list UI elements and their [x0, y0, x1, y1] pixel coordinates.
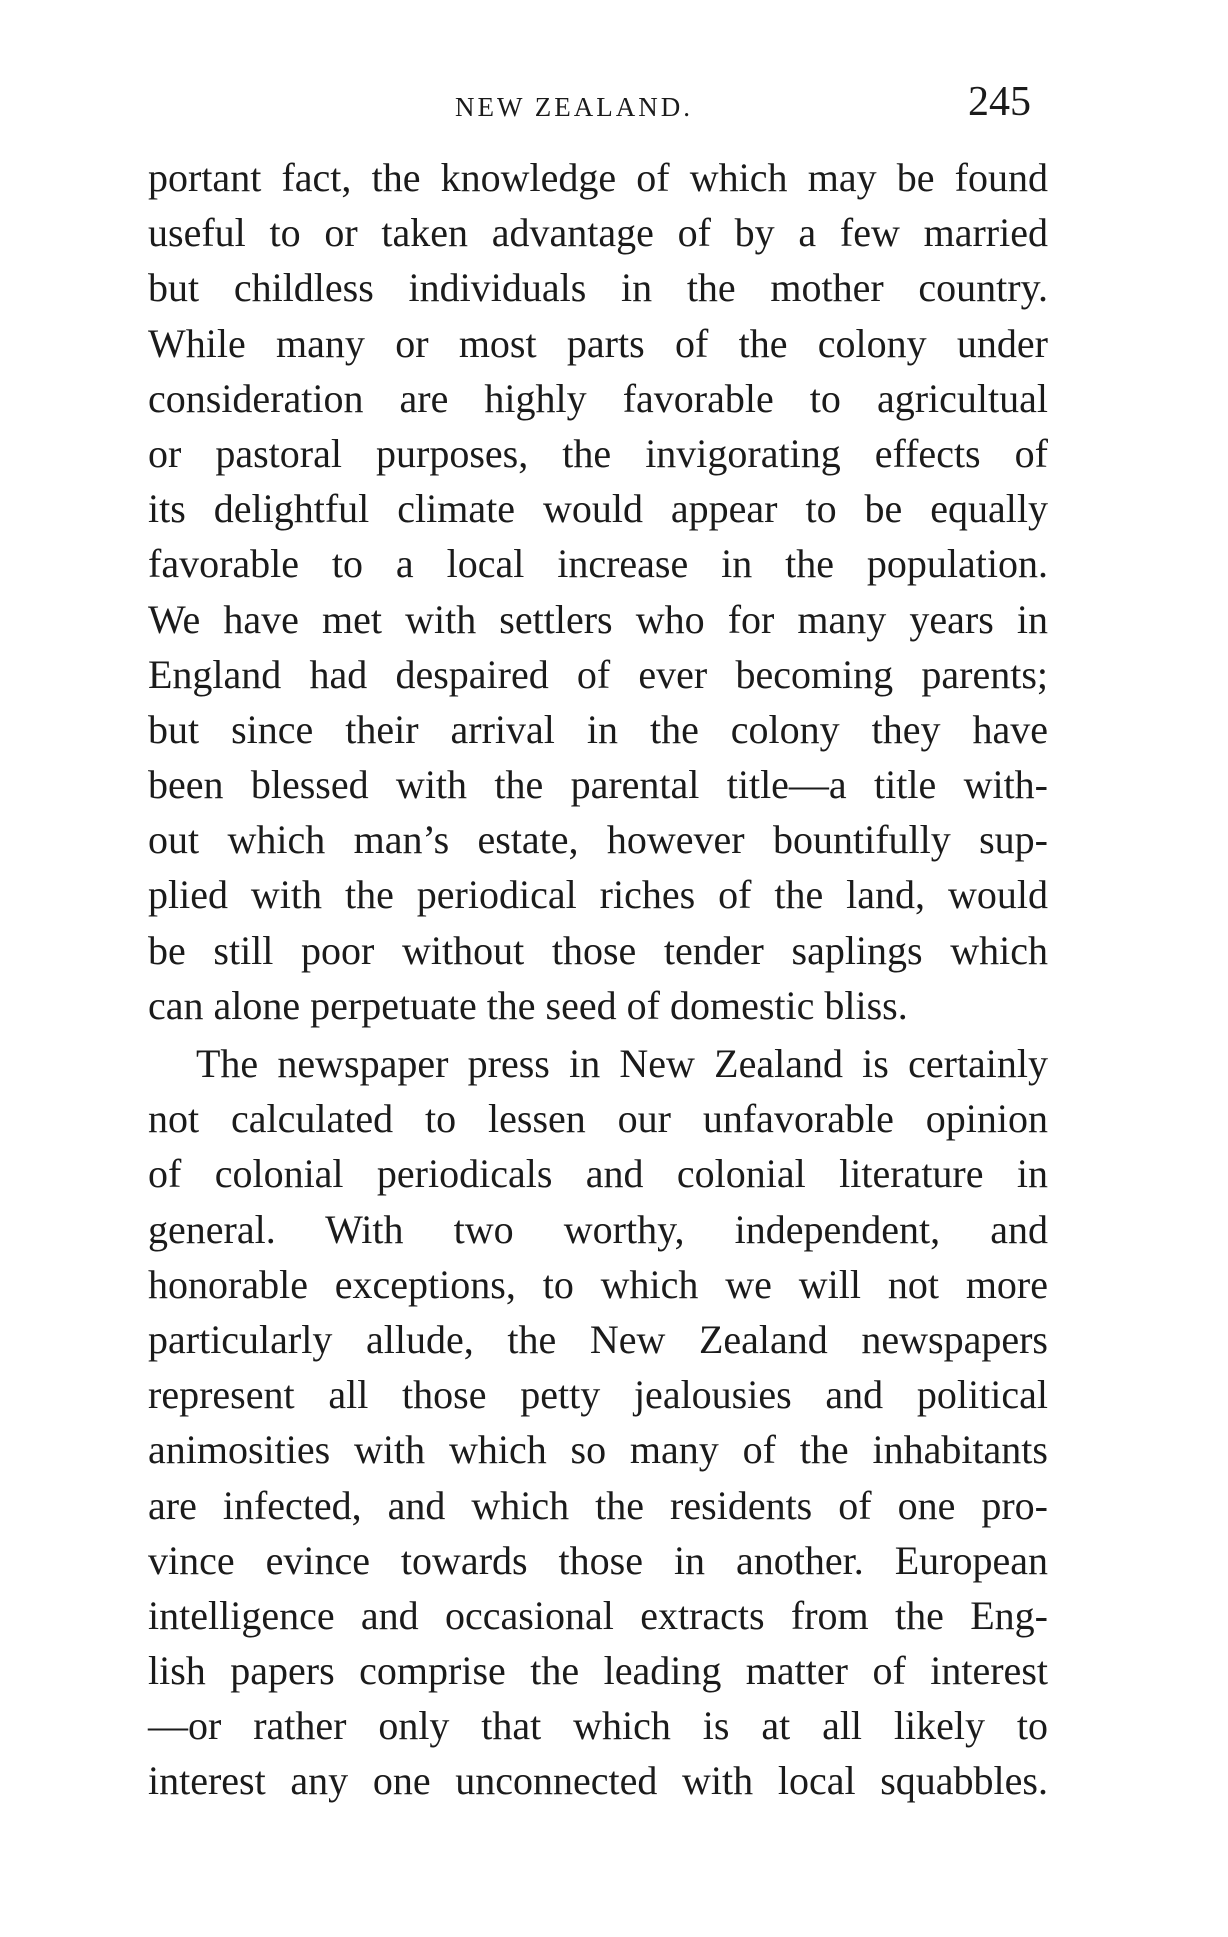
- paragraph: [148, 1036, 1048, 1809]
- page-number: 245: [968, 79, 1031, 125]
- text-line: favorable to a local increase in the population.: [148, 541, 1048, 587]
- text-line: plied with the periodical riches of the land, would: [148, 872, 1048, 918]
- text-line: can alone perpetuate the seed of domestic bliss.: [148, 982, 908, 1028]
- text-line: The newspaper press in New Zealand is certainly: [196, 1041, 1048, 1086]
- text-line: consideration are highly favorable to agricultual: [148, 375, 1048, 421]
- paragraph: [148, 150, 1048, 1033]
- text-line: of colonial periodicals and colonial literature in: [148, 1151, 1048, 1197]
- running-title: NEW ZEALAND.: [455, 92, 693, 122]
- text-line: England had despaired of ever becoming parents;: [148, 651, 1048, 697]
- text-line: animosities with which so many of the inhabitants: [148, 1427, 1048, 1473]
- text-line: or pastoral purposes, the invigorating effects of: [148, 430, 1048, 476]
- text-line: useful to or taken advantage of by a few married: [148, 210, 1048, 256]
- text-line: general. With two worthy, independent, and: [148, 1206, 1048, 1252]
- running-head: [0, 78, 1228, 128]
- text-line: are infected, and which the residents of one pro-: [148, 1482, 1048, 1528]
- body-text: [148, 150, 1048, 1809]
- text-line: vince evince towards those in another. European: [148, 1537, 1048, 1583]
- text-line: been blessed with the parental title—a title with-: [148, 762, 1048, 808]
- text-line: but since their arrival in the colony they have: [148, 706, 1048, 752]
- text-line: intelligence and occasional extracts from the Eng-: [148, 1592, 1048, 1638]
- text-line: portant fact, the knowledge of which may be found: [148, 155, 1048, 200]
- text-line: lish papers comprise the leading matter of interest: [148, 1648, 1048, 1694]
- text-line: not calculated to lessen our unfavorable opinion: [148, 1096, 1048, 1142]
- text-line: interest any one unconnected with local squabbles.: [148, 1758, 1048, 1804]
- text-line: We have met with settlers who for many years in: [148, 596, 1048, 642]
- text-line: While many or most parts of the colony under: [148, 320, 1048, 366]
- text-line: particularly allude, the New Zealand newspapers: [148, 1316, 1048, 1362]
- text-line: represent all those petty jealousies and political: [148, 1372, 1048, 1418]
- text-line: be still poor without those tender saplings which: [148, 927, 1048, 973]
- text-line: but childless individuals in the mother country.: [148, 265, 1048, 311]
- text-line: honorable exceptions, to which we will not more: [148, 1261, 1048, 1307]
- text-line: its delightful climate would appear to be equally: [148, 486, 1048, 532]
- text-line: —or rather only that which is at all likely to: [148, 1703, 1048, 1749]
- text-line: out which man’s estate, however bountifully sup-: [148, 817, 1048, 863]
